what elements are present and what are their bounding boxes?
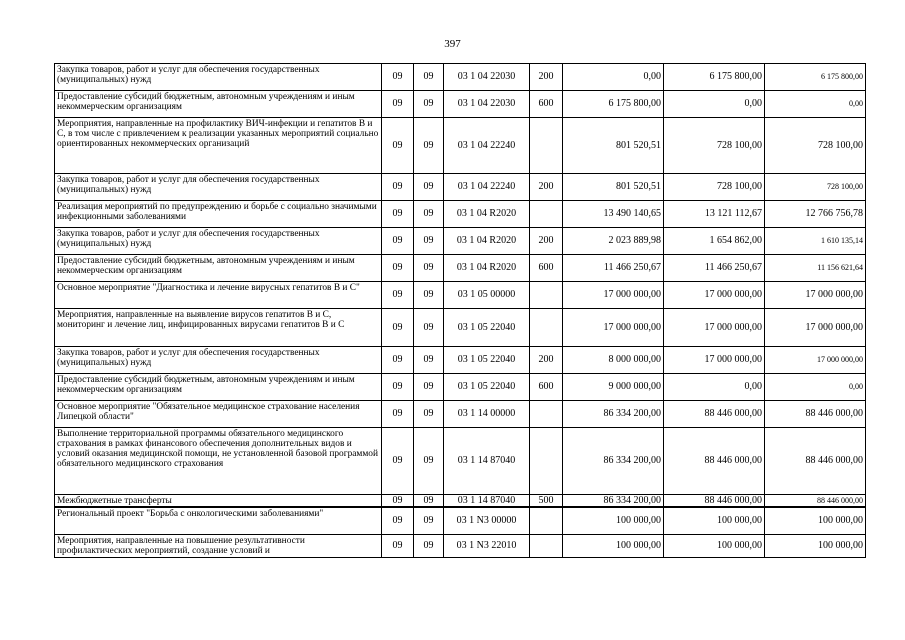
table-row [55,255,866,282]
section-code-cell: 09 [382,91,414,118]
expense-type-cell [530,534,563,557]
amount-year3-cell: 88 446 000,00 [765,495,866,508]
section-code-cell: 09 [382,282,414,309]
section-code-cell: 09 [382,174,414,201]
subsection-code-cell: 09 [414,228,444,255]
section-code-cell: 09 [382,309,414,347]
expense-type-cell: 600 [530,255,563,282]
row-name-cell: Региональный проект "Борьба с онкологическими заболеваниями" [55,507,382,534]
row-name-cell: Реализация мероприятий по предупреждению и борьбе с социально значимыми инфекционными заболеваниями [55,201,382,228]
target-article-cell: 03 1 04 22030 [444,64,530,91]
row-name-cell: Мероприятия, направленные на выявление вирусов гепатитов B и C, мониторинг и лечение лиц, инфицированных вирусами гепатитов B и C [55,309,382,347]
amount-year3-cell: 17 000 000,00 [765,282,866,309]
expense-type-cell: 600 [530,374,563,401]
amount-year3-cell: 100 000,00 [765,507,866,534]
expense-type-cell [530,507,563,534]
row-name-cell: Закупка товаров, работ и услуг для обеспечения государственных (муниципальных) нужд [55,174,382,201]
amount-year1-cell: 0,00 [563,64,664,91]
subsection-code-cell: 09 [414,174,444,201]
amount-year1-cell: 8 000 000,00 [563,347,664,374]
subsection-code-cell: 09 [414,534,444,557]
amount-year3-cell: 6 175 800,00 [765,64,866,91]
table-row [55,495,866,508]
section-code-cell: 09 [382,495,414,508]
row-name-cell: Предоставление субсидий бюджетным, автономным учреждениям и иным некоммерческим организациям [55,255,382,282]
amount-year1-cell: 17 000 000,00 [563,309,664,347]
section-code-cell: 09 [382,118,414,174]
amount-year1-cell: 86 334 200,00 [563,428,664,495]
amount-year2-cell: 88 446 000,00 [664,495,765,508]
amount-year3-cell: 17 000 000,00 [765,309,866,347]
table-row [55,428,866,495]
expense-type-cell: 600 [530,91,563,118]
amount-year2-cell: 11 466 250,67 [664,255,765,282]
expense-type-cell [530,401,563,428]
section-code-cell: 09 [382,534,414,557]
amount-year3-cell: 88 446 000,00 [765,401,866,428]
subsection-code-cell: 09 [414,428,444,495]
section-code-cell: 09 [382,347,414,374]
amount-year1-cell: 100 000,00 [563,534,664,557]
subsection-code-cell: 09 [414,374,444,401]
row-name-cell: Предоставление субсидий бюджетным, автономным учреждениям и иным некоммерческим организациям [55,374,382,401]
row-name-cell: Межбюджетные трансферты [55,495,382,508]
row-name-cell: Закупка товаров, работ и услуг для обеспечения государственных (муниципальных) нужд [55,64,382,91]
amount-year2-cell: 728 100,00 [664,174,765,201]
amount-year2-cell: 17 000 000,00 [664,347,765,374]
target-article-cell: 03 1 04 22030 [444,91,530,118]
amount-year3-cell: 728 100,00 [765,118,866,174]
amount-year1-cell: 801 520,51 [563,118,664,174]
target-article-cell: 03 1 14 87040 [444,428,530,495]
subsection-code-cell: 09 [414,507,444,534]
row-name-cell: Основное мероприятие "Диагностика и лечение вирусных гепатитов B и C" [55,282,382,309]
amount-year1-cell: 17 000 000,00 [563,282,664,309]
expense-type-cell: 200 [530,228,563,255]
amount-year2-cell: 88 446 000,00 [664,428,765,495]
table-row [55,228,866,255]
expense-type-cell: 200 [530,174,563,201]
amount-year2-cell: 0,00 [664,91,765,118]
amount-year3-cell: 88 446 000,00 [765,428,866,495]
amount-year3-cell: 1 610 135,14 [765,228,866,255]
target-article-cell: 03 1 05 00000 [444,282,530,309]
expense-type-cell [530,201,563,228]
table-row [55,401,866,428]
expense-type-cell [530,428,563,495]
table-row [55,347,866,374]
table-row [55,64,866,91]
subsection-code-cell: 09 [414,255,444,282]
target-article-cell: 03 1 04 22240 [444,118,530,174]
amount-year3-cell: 11 156 621,64 [765,255,866,282]
section-code-cell: 09 [382,401,414,428]
amount-year1-cell: 9 000 000,00 [563,374,664,401]
target-article-cell: 03 1 04 R2020 [444,201,530,228]
target-article-cell: 03 1 N3 00000 [444,507,530,534]
amount-year2-cell: 17 000 000,00 [664,282,765,309]
amount-year3-cell: 100 000,00 [765,534,866,557]
section-code-cell: 09 [382,64,414,91]
table-row [55,282,866,309]
section-code-cell: 09 [382,374,414,401]
table-row [55,174,866,201]
amount-year3-cell: 728 100,00 [765,174,866,201]
section-code-cell: 09 [382,228,414,255]
expense-type-cell [530,309,563,347]
expense-type-cell [530,118,563,174]
budget-table-body [55,64,866,558]
subsection-code-cell: 09 [414,495,444,508]
amount-year2-cell: 88 446 000,00 [664,401,765,428]
amount-year2-cell: 0,00 [664,374,765,401]
subsection-code-cell: 09 [414,347,444,374]
amount-year2-cell: 6 175 800,00 [664,64,765,91]
amount-year3-cell: 17 000 000,00 [765,347,866,374]
amount-year1-cell: 11 466 250,67 [563,255,664,282]
amount-year3-cell: 12 766 756,78 [765,201,866,228]
row-name-cell: Мероприятия, направленные на повышение результативности профилактических мероприятий, создание условий и [55,534,382,557]
section-code-cell: 09 [382,428,414,495]
section-code-cell: 09 [382,255,414,282]
amount-year1-cell: 801 520,51 [563,174,664,201]
amount-year1-cell: 100 000,00 [563,507,664,534]
budget-table [54,63,866,558]
expense-type-cell: 200 [530,347,563,374]
expense-type-cell: 200 [530,64,563,91]
amount-year2-cell: 13 121 112,67 [664,201,765,228]
table-row [55,91,866,118]
page-number: 397 [444,38,461,50]
table-row [55,201,866,228]
target-article-cell: 03 1 05 22040 [444,309,530,347]
target-article-cell: 03 1 04 22240 [444,174,530,201]
subsection-code-cell: 09 [414,309,444,347]
target-article-cell: 03 1 N3 22010 [444,534,530,557]
target-article-cell: 03 1 05 22040 [444,347,530,374]
target-article-cell: 03 1 14 00000 [444,401,530,428]
section-code-cell: 09 [382,201,414,228]
amount-year3-cell: 0,00 [765,374,866,401]
subsection-code-cell: 09 [414,118,444,174]
subsection-code-cell: 09 [414,201,444,228]
table-row [55,507,866,534]
row-name-cell: Предоставление субсидий бюджетным, автономным учреждениям и иным некоммерческим организациям [55,91,382,118]
target-article-cell: 03 1 04 R2020 [444,255,530,282]
table-row [55,309,866,347]
expense-type-cell [530,282,563,309]
amount-year2-cell: 100 000,00 [664,534,765,557]
amount-year2-cell: 728 100,00 [664,118,765,174]
subsection-code-cell: 09 [414,91,444,118]
subsection-code-cell: 09 [414,64,444,91]
amount-year2-cell: 17 000 000,00 [664,309,765,347]
amount-year1-cell: 86 334 200,00 [563,401,664,428]
table-row [55,118,866,174]
table-row [55,374,866,401]
target-article-cell: 03 1 14 87040 [444,495,530,508]
subsection-code-cell: 09 [414,282,444,309]
row-name-cell: Закупка товаров, работ и услуг для обеспечения государственных (муниципальных) нужд [55,228,382,255]
target-article-cell: 03 1 05 22040 [444,374,530,401]
amount-year2-cell: 1 654 862,00 [664,228,765,255]
row-name-cell: Закупка товаров, работ и услуг для обеспечения государственных (муниципальных) нужд [55,347,382,374]
row-name-cell: Выполнение территориальной программы обязательного медицинского страхования в рамках финансового обеспечения дополнительных видов и условий оказания медицинской помощи, не установленной базовой программой обязательного медицинского страхования [55,428,382,495]
amount-year1-cell: 6 175 800,00 [563,91,664,118]
table-row [55,534,866,557]
row-name-cell: Мероприятия, направленные на профилактику ВИЧ-инфекции и гепатитов B и C, в том числе с привлечением к реализации указанных мероприятий социально ориентированных некоммерческих организаций [55,118,382,174]
target-article-cell: 03 1 04 R2020 [444,228,530,255]
amount-year2-cell: 100 000,00 [664,507,765,534]
row-name-cell: Основное мероприятие "Обязательное медицинское страхование населения Липецкой области" [55,401,382,428]
amount-year3-cell: 0,00 [765,91,866,118]
subsection-code-cell: 09 [414,401,444,428]
amount-year1-cell: 86 334 200,00 [563,495,664,508]
section-code-cell: 09 [382,507,414,534]
amount-year1-cell: 2 023 889,98 [563,228,664,255]
amount-year1-cell: 13 490 140,65 [563,201,664,228]
expense-type-cell: 500 [530,495,563,508]
